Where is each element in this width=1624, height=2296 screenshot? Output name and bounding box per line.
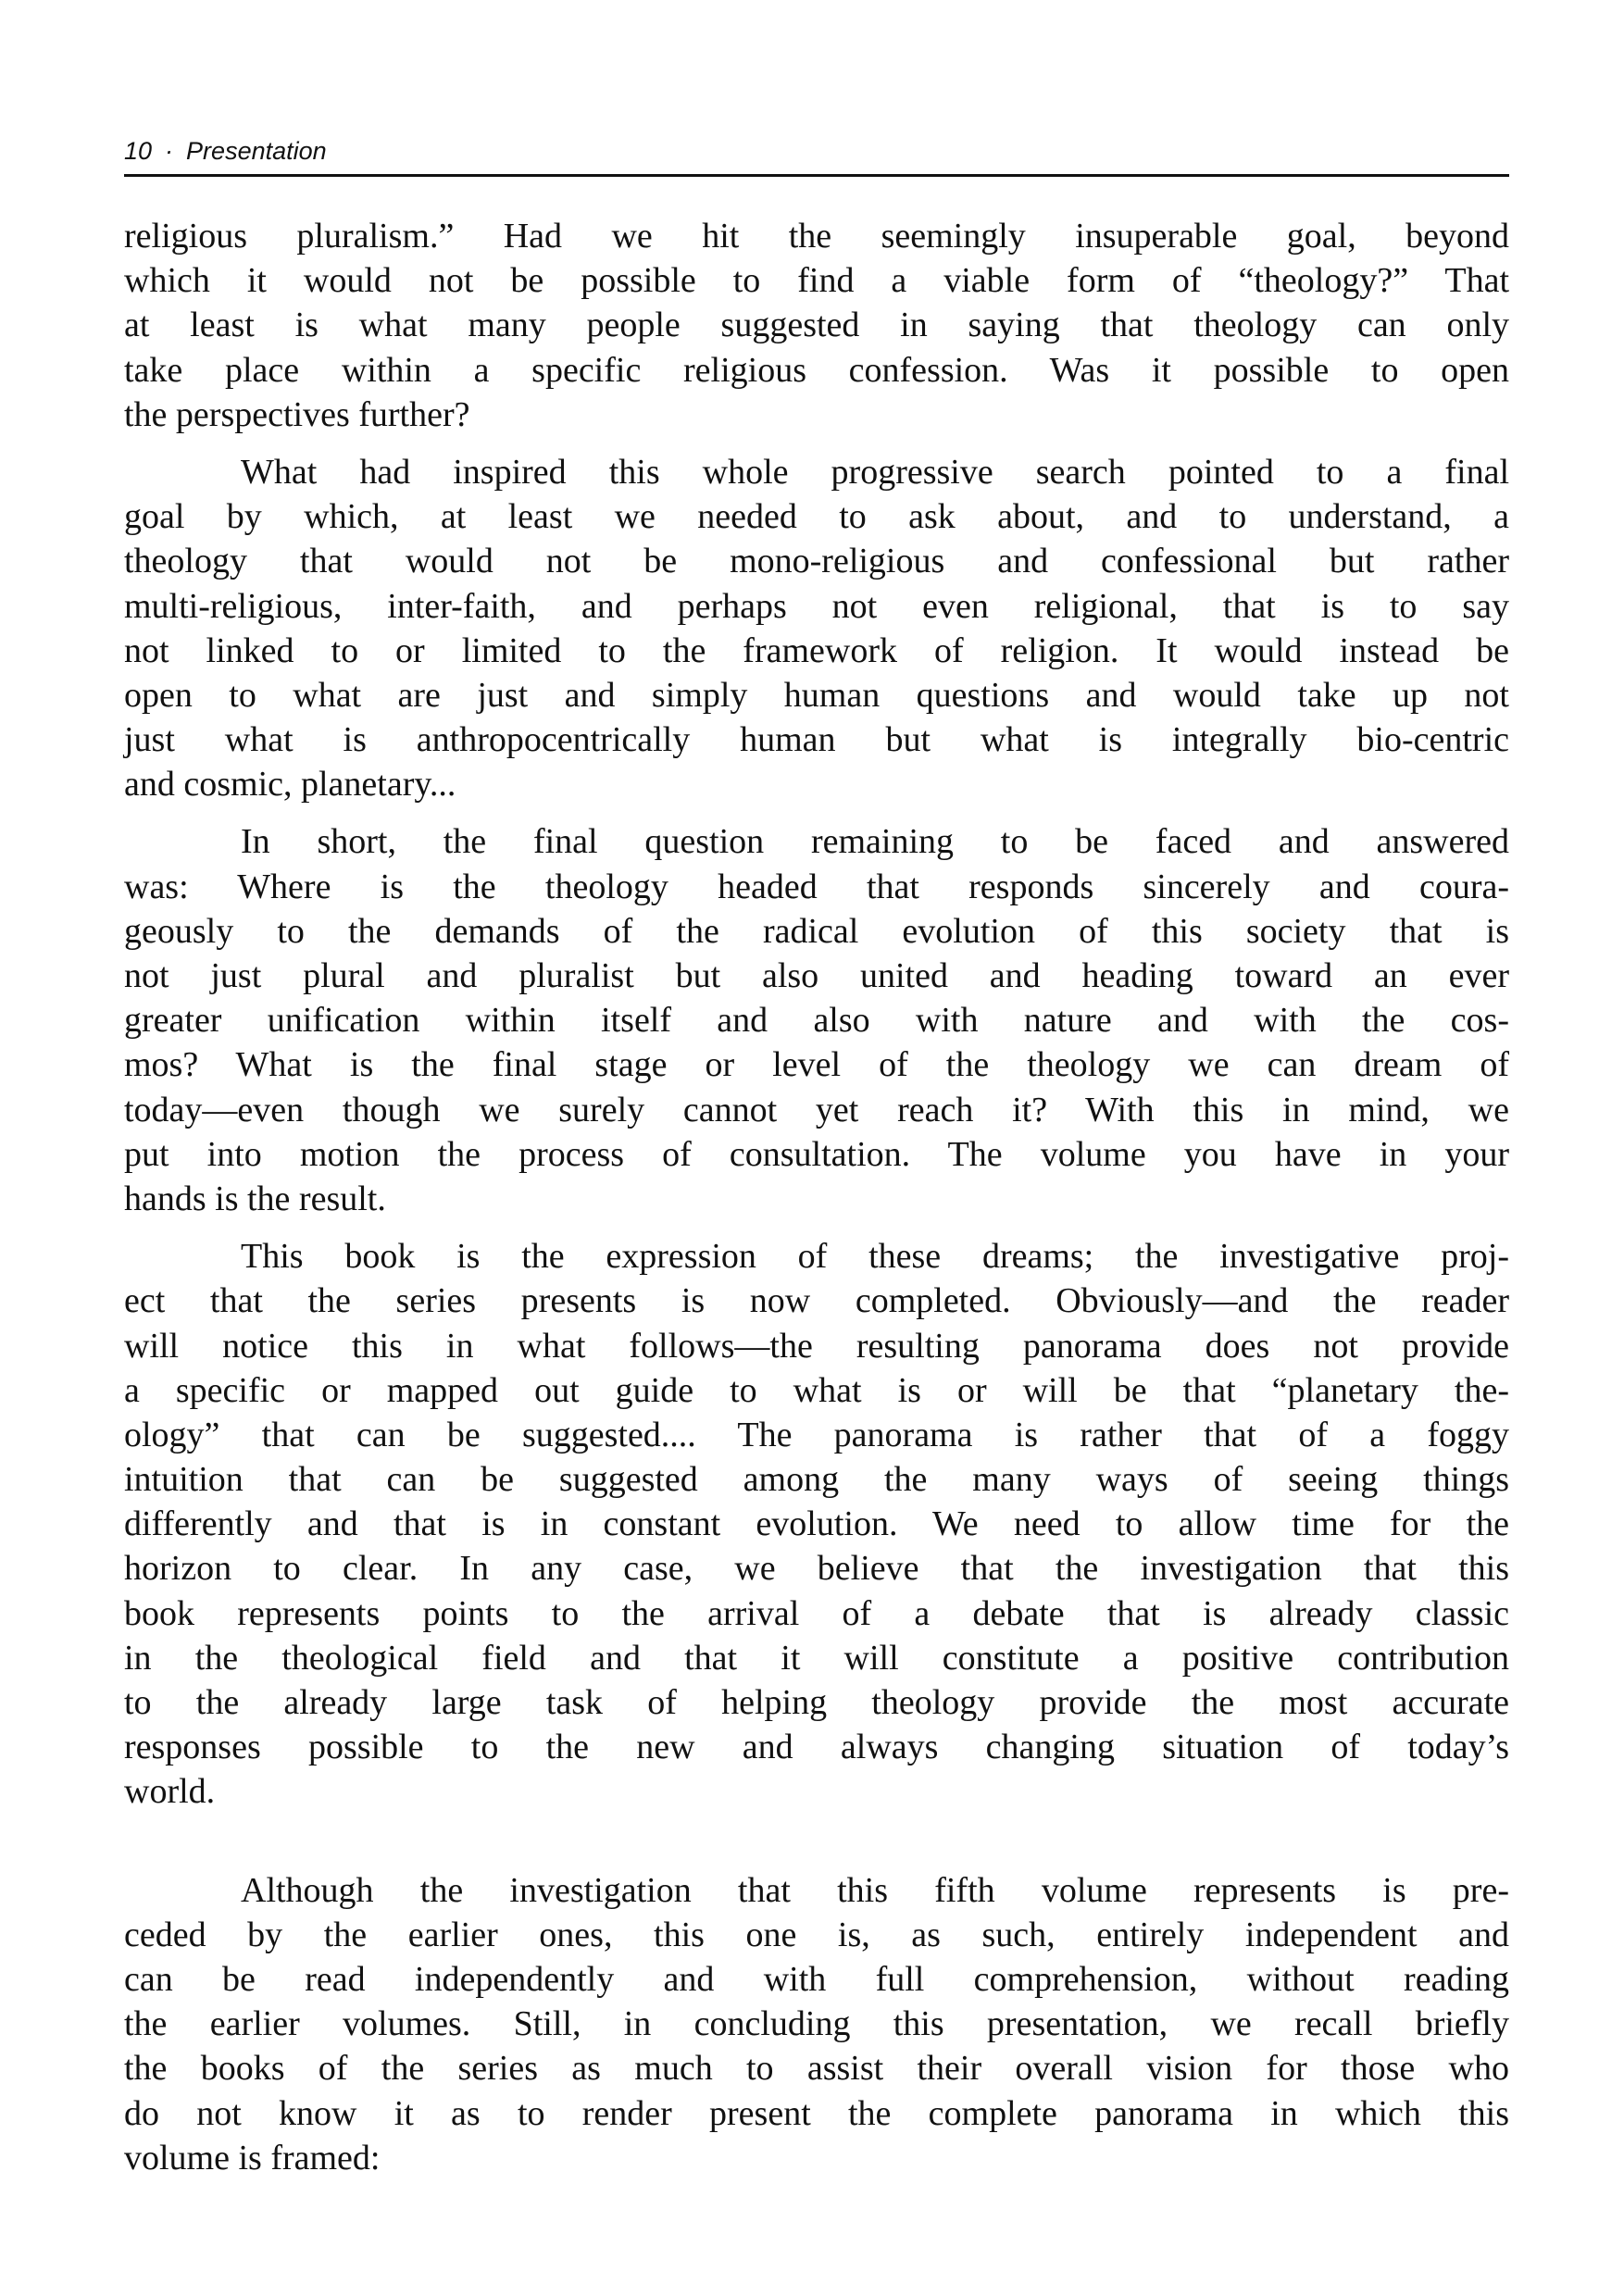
text-line: goal by which, at least we needed to ask about, and to understand, a — [124, 497, 1509, 537]
text-line: This book is the expression of these dreams; the investigative proj- — [241, 1237, 1509, 1277]
text-line: which it would not be possible to find a viable form of “theology?” That — [124, 261, 1509, 301]
text-line: the perspectives further? — [124, 394, 470, 434]
running-title: Presentation — [186, 137, 327, 165]
text-line: geously to the demands of the radical evolution of this society that is — [124, 911, 1509, 951]
text-line: the books of the series as much to assist their overall vision for those who — [124, 2049, 1509, 2089]
paragraph — [124, 1868, 1509, 2180]
text-line: book represents points to the arrival of a debate that is already classic — [124, 1593, 1509, 1633]
text-line: not just plural and pluralist but also united and heading toward an ever — [124, 956, 1509, 995]
running-header — [124, 135, 1509, 177]
text-line: greater unification within itself and also with nature and with the cos- — [124, 1001, 1509, 1041]
text-line: will notice this in what follows—the resulting panorama does not provide — [124, 1326, 1509, 1366]
text-line: multi-religious, inter-faith, and perhaps not even religional, that is to say — [124, 586, 1509, 626]
text-line: the earlier volumes. Still, in concluding this presentation, we recall briefly — [124, 2004, 1509, 2044]
paragraph — [124, 1234, 1509, 1814]
text-line: volume is framed: — [124, 2138, 381, 2177]
header-separator: · — [165, 137, 174, 165]
paragraph — [124, 214, 1509, 437]
text-line: horizon to clear. In any case, we believe that the investigation that this — [124, 1549, 1509, 1589]
text-line: today—even though we surely cannot yet reach it? With this in mind, we — [124, 1090, 1509, 1129]
text-line: hands is the result. — [124, 1179, 386, 1218]
paragraph — [124, 819, 1509, 1221]
text-line: intuition that can be suggested among the many ways of seeing things — [124, 1460, 1509, 1500]
text-line: do not know it as to render present the complete panorama in which this — [124, 2093, 1509, 2133]
text-line: was: Where is the theology headed that responds sincerely and coura- — [124, 867, 1509, 906]
text-line: and cosmic, planetary... — [124, 765, 456, 805]
text-line: in the theological field and that it will constitute a positive contribution — [124, 1638, 1509, 1678]
text-line: put into motion the process of consultation. The volume you have in your — [124, 1134, 1509, 1174]
text-line: ceded by the earlier ones, this one is, as such, entirely independent and — [124, 1915, 1509, 1954]
paragraph — [124, 450, 1509, 807]
body-text — [124, 214, 1509, 2193]
text-line: take place within a specific religious confession. Was it possible to open — [124, 350, 1509, 390]
text-line: ect that the series presents is now completed. Obviously—and the reader — [124, 1281, 1509, 1321]
text-line: a specific or mapped out guide to what is or will be that “planetary the- — [124, 1370, 1509, 1410]
text-line: to the already large task of helping theology provide the most accurate — [124, 1683, 1509, 1722]
text-line: responses possible to the new and always changing situation of today’s — [124, 1728, 1509, 1767]
text-line: religious pluralism.” Had we hit the seemingly insuperable goal, beyond — [124, 217, 1509, 256]
text-line: differently and that is in constant evolution. We need to allow time for the — [124, 1504, 1509, 1544]
text-line: mos? What is the final stage or level of the theology we can dream of — [124, 1045, 1509, 1085]
text-line: can be read independently and with full comprehension, without reading — [124, 1959, 1509, 1999]
text-line: world. — [124, 1772, 216, 1812]
text-line: at least is what many people suggested in saying that theology can only — [124, 306, 1509, 345]
page-number: 10 — [124, 137, 153, 165]
text-line: not linked to or limited to the framework of religion. It would instead be — [124, 630, 1509, 670]
text-line: just what is anthropocentrically human but what is integrally bio-centric — [124, 720, 1509, 760]
text-line: theology that would not be mono-religious and confessional but rather — [124, 542, 1509, 581]
text-line: What had inspired this whole progressive search pointed to a final — [241, 452, 1509, 492]
text-line: In short, the final question remaining to be faced and answered — [241, 822, 1509, 862]
text-line: ology” that can be suggested.... The panorama is rather that of a foggy — [124, 1415, 1509, 1454]
text-line: open to what are just and simply human questions and would take up not — [124, 675, 1509, 715]
text-line: Although the investigation that this fifth volume represents is pre- — [241, 1870, 1509, 1910]
